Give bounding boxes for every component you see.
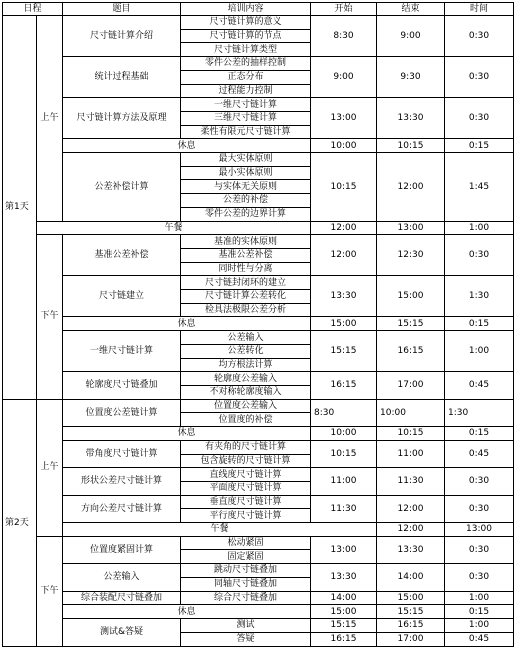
content-cell: 柔性有限元尺寸链计算 (181, 125, 311, 139)
table-row (3, 331, 514, 345)
duration-cell: 1:00 (445, 618, 514, 632)
content-cell: 直线度尺寸链计算 (181, 468, 311, 482)
topic-cell: 带角度尺寸链计算 (63, 440, 181, 467)
table-row (3, 468, 514, 482)
topic-cell: 公差输入 (63, 564, 181, 591)
start-cell: 12:00 (311, 221, 377, 235)
duration-cell: 1:00 (445, 331, 514, 372)
start-cell: 8:30 (311, 16, 377, 57)
start-cell: 12:00 (311, 235, 377, 276)
end-cell: 13:00 (445, 523, 514, 537)
start-cell: 10:15 (311, 153, 377, 222)
duration-cell: 0:15 (445, 427, 514, 441)
header-time: 时间 (445, 3, 514, 16)
start-cell: 16:15 (311, 372, 377, 399)
end-cell: 9:30 (377, 57, 445, 98)
topic-cell: 尺寸链计算方法及原理 (63, 98, 181, 139)
content-cell: 零件公差的抽样控制 (181, 57, 311, 71)
content-cell: 三维尺寸链计算 (181, 111, 311, 125)
start-cell: 10:00 (311, 139, 377, 153)
content-cell: 过程能力控制 (181, 84, 311, 98)
end-cell: 11:30 (377, 468, 445, 495)
start-cell: 10:15 (311, 440, 377, 467)
topic-cell: 统计过程基础 (63, 57, 181, 98)
table-row (3, 427, 514, 441)
content-cell: 平面度尺寸链计算 (181, 481, 311, 495)
table-row (3, 276, 514, 290)
duration-cell: 0:15 (445, 139, 514, 153)
duration-cell: 0:30 (445, 98, 514, 139)
topic-cell: 综合装配尺寸链叠加 (63, 591, 181, 605)
end-cell: 15:00 (377, 591, 445, 605)
table-row (3, 440, 514, 454)
start-cell: 16:15 (311, 632, 377, 646)
topic-cell: 基准公差补偿 (63, 235, 181, 276)
end-cell: 13:30 (377, 536, 445, 563)
table-row (3, 16, 514, 30)
content-cell: 测试 (181, 618, 311, 632)
start-cell: 9:00 (311, 57, 377, 98)
duration-cell: 0:30 (445, 16, 514, 57)
topic-cell: 位置度公差链计算 (63, 399, 181, 426)
content-cell: 基准的实体原则 (181, 235, 311, 249)
start-cell: 15:00 (311, 317, 377, 331)
start-cell: 13:00 (311, 98, 377, 139)
duration-cell: 0:30 (445, 495, 514, 522)
header-row (3, 3, 514, 16)
end-cell: 15:15 (377, 317, 445, 331)
start-cell: 8:30 (311, 399, 377, 426)
duration-cell: 1:45 (445, 153, 514, 222)
content-cell: 与实体无关原则 (181, 180, 311, 194)
header-content: 培训内容 (181, 3, 311, 16)
end-cell: 11:00 (377, 440, 445, 467)
training-schedule-table (2, 2, 514, 647)
content-cell: 位置度公差输入 (181, 399, 311, 413)
period-afternoon: 下午 (37, 235, 63, 399)
end-cell: 12:00 (377, 495, 445, 522)
end-cell: 16:15 (377, 618, 445, 632)
duration-cell: 0:45 (445, 632, 514, 646)
table-row (3, 153, 514, 167)
header-start: 开始 (311, 3, 377, 16)
content-cell: 平行度尺寸链计算 (181, 509, 311, 523)
duration-cell: 0:30 (445, 235, 514, 276)
end-cell: 10:15 (377, 427, 445, 441)
content-cell: 综合尺寸链叠加 (181, 591, 311, 605)
break-cell: 休息 (63, 139, 311, 153)
period-morning: 上午 (37, 16, 63, 222)
end-cell: 14:00 (377, 564, 445, 591)
content-cell: 松动紧固 (181, 536, 311, 550)
period-morning: 上午 (37, 399, 63, 536)
content-cell: 轮廓度公差输入 (181, 372, 311, 386)
duration-cell: 1:00 (445, 221, 514, 235)
end-cell: 10:00 (377, 399, 445, 426)
break-cell: 休息 (63, 427, 311, 441)
table-row (3, 591, 514, 605)
topic-cell: 公差补偿计算 (63, 153, 181, 222)
duration-cell: 0:45 (445, 440, 514, 467)
table-row (3, 523, 514, 537)
content-cell: 尺寸链计算的意义 (181, 16, 311, 30)
content-cell: 同时性与分离 (181, 262, 311, 276)
table-row (3, 536, 514, 550)
content-cell: 最大实体原则 (181, 153, 311, 167)
start-cell: 13:30 (311, 564, 377, 591)
table-row (3, 399, 514, 413)
table-row (3, 139, 514, 153)
content-cell: 基准公差补偿 (181, 248, 311, 262)
duration-cell: 1:00 (445, 591, 514, 605)
table-row (3, 235, 514, 249)
topic-cell: 尺寸链建立 (63, 276, 181, 317)
topic-cell: 测试&答疑 (63, 618, 181, 646)
table-row (3, 564, 514, 578)
content-cell: 包含旋转的尺寸链计算 (181, 454, 311, 468)
duration-cell: 0:30 (445, 536, 514, 563)
lunch-cell: 午餐 (63, 523, 377, 537)
content-cell: 有夹角的尺寸链计算 (181, 440, 311, 454)
duration-cell: 0:30 (445, 564, 514, 591)
content-cell: 一维尺寸链计算 (181, 98, 311, 112)
topic-cell: 形状公差尺寸链计算 (63, 468, 181, 495)
duration-cell: 0:30 (445, 468, 514, 495)
start-cell: 10:00 (311, 427, 377, 441)
topic-cell: 轮廓度尺寸链叠加 (63, 372, 181, 399)
content-cell: 均方根法计算 (181, 358, 311, 372)
content-cell: 垂直度尺寸链计算 (181, 495, 311, 509)
content-cell: 尺寸链计算公差转化 (181, 290, 311, 304)
table-row (3, 372, 514, 386)
header-topic: 题目 (63, 3, 181, 16)
table-row (3, 317, 514, 331)
day-label: 第2天 (3, 399, 37, 646)
end-cell: 12:30 (377, 235, 445, 276)
duration-cell: 0:15 (445, 605, 514, 619)
content-cell: 答疑 (181, 632, 311, 646)
duration-cell: 1:30 (445, 276, 514, 317)
content-cell: 零件公差的边界计算 (181, 207, 311, 221)
duration-cell: 0:15 (445, 317, 514, 331)
end-cell: 12:00 (377, 153, 445, 222)
end-cell: 9:00 (377, 16, 445, 57)
content-cell: 尺寸链计算类型 (181, 43, 311, 57)
topic-cell: 一维尺寸链计算 (63, 331, 181, 372)
day-label: 第1天 (3, 16, 37, 400)
content-cell: 公差转化 (181, 344, 311, 358)
header-day: 日程 (3, 3, 63, 16)
end-cell: 13:30 (377, 98, 445, 139)
content-cell: 最小实体原则 (181, 166, 311, 180)
start-cell: 12:00 (377, 523, 445, 537)
end-cell: 16:15 (377, 331, 445, 372)
end-cell: 17:00 (377, 372, 445, 399)
duration-cell: 0:30 (445, 57, 514, 98)
duration-cell: 1:30 (445, 399, 514, 426)
content-cell: 正态分布 (181, 70, 311, 84)
table-row (3, 98, 514, 112)
content-cell: 固定紧固 (181, 550, 311, 564)
content-cell: 尺寸链计算的节点 (181, 29, 311, 43)
end-cell: 15:15 (377, 605, 445, 619)
content-cell: 检具法极限公差分析 (181, 303, 311, 317)
break-cell: 休息 (63, 317, 311, 331)
start-cell: 15:15 (311, 331, 377, 372)
start-cell: 11:30 (311, 495, 377, 522)
start-cell: 15:00 (311, 605, 377, 619)
end-cell: 15:00 (377, 276, 445, 317)
table-row (3, 495, 514, 509)
header-end: 结束 (377, 3, 445, 16)
end-cell: 10:15 (377, 139, 445, 153)
start-cell: 13:30 (311, 276, 377, 317)
start-cell: 14:00 (311, 591, 377, 605)
topic-cell: 尺寸链计算介绍 (63, 16, 181, 57)
topic-cell: 方向公差尺寸链计算 (63, 495, 181, 522)
content-cell: 位置度的补偿 (181, 413, 311, 427)
lunch-cell: 午餐 (37, 221, 311, 235)
duration-cell: 0:45 (445, 372, 514, 399)
break-cell: 休息 (63, 605, 311, 619)
content-cell: 同轴尺寸链叠加 (181, 577, 311, 591)
table-row (3, 605, 514, 619)
table-row (3, 57, 514, 71)
period-afternoon: 下午 (37, 536, 63, 646)
content-cell: 尺寸链封闭环的建立 (181, 276, 311, 290)
table-row (3, 221, 514, 235)
start-cell: 15:15 (311, 618, 377, 632)
end-cell: 13:00 (377, 221, 445, 235)
topic-cell: 位置度紧固计算 (63, 536, 181, 563)
content-cell: 公差输入 (181, 331, 311, 345)
start-cell: 11:00 (311, 468, 377, 495)
start-cell: 13:00 (311, 536, 377, 563)
end-cell: 17:00 (377, 632, 445, 646)
content-cell: 公差的补偿 (181, 194, 311, 208)
content-cell: 跳动尺寸链叠加 (181, 564, 311, 578)
content-cell: 不对称轮廓度输入 (181, 385, 311, 399)
table-row (3, 618, 514, 632)
